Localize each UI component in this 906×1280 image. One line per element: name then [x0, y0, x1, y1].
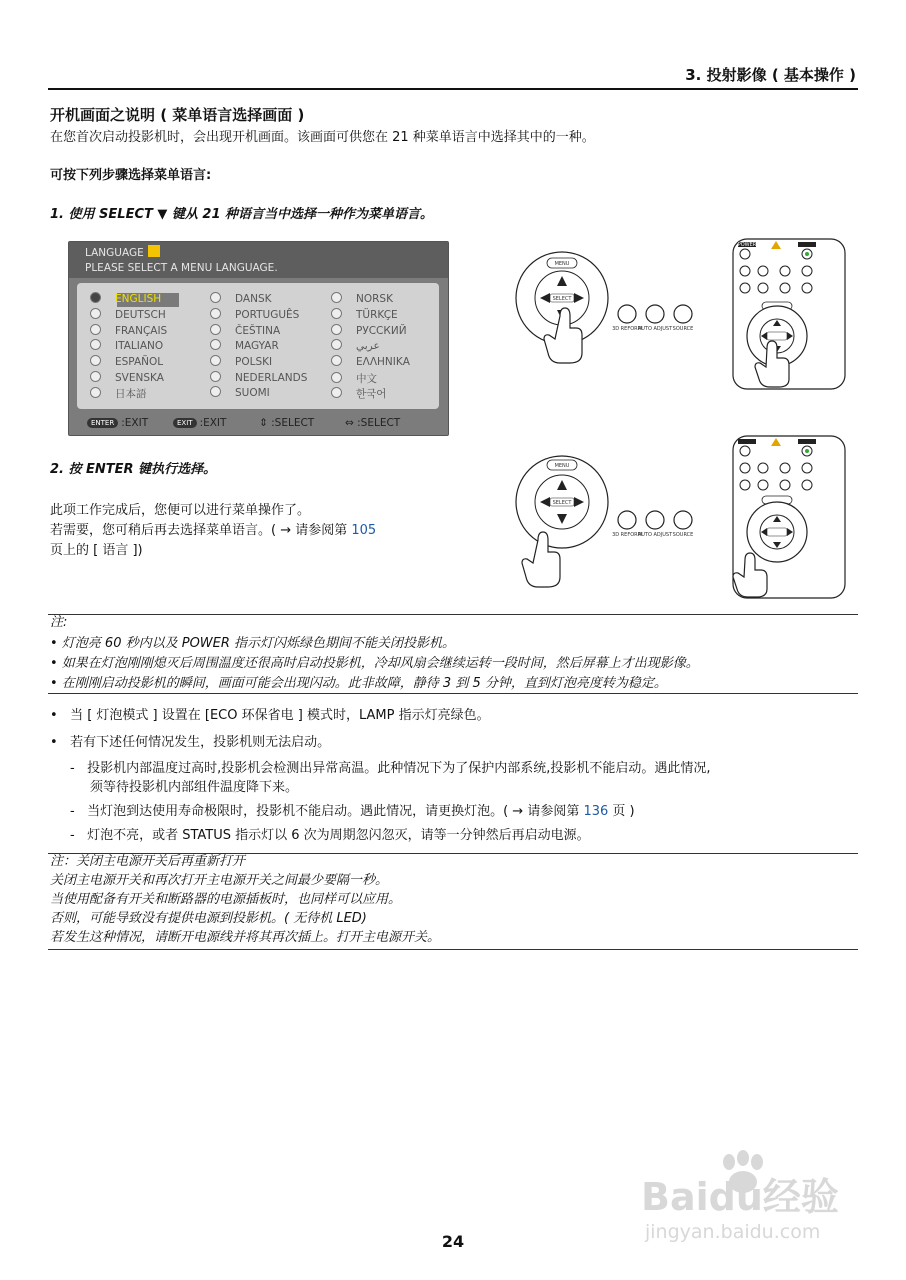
- menu-key-label: MENU: [554, 463, 570, 469]
- notes-bottom-rule: [48, 693, 858, 694]
- hand-icon: [522, 532, 560, 587]
- dash-item: - 当灯泡到达使用寿命极限时，投影机不能启动。遇此情况，请更换灯泡。( → 请参阅第 136 页 ): [70, 804, 635, 819]
- exit-key-icon: EXIT: [173, 418, 197, 428]
- language-option[interactable]: POLSKI: [210, 355, 272, 368]
- notes-top-rule: [48, 614, 858, 615]
- radio-icon: [210, 308, 221, 319]
- language-option[interactable]: 中文: [331, 371, 377, 386]
- note2-bottom-rule: [48, 949, 858, 950]
- language-option[interactable]: FRANÇAIS: [90, 324, 167, 337]
- radio-icon: [90, 292, 101, 303]
- language-option[interactable]: ČEŠTINA: [210, 324, 280, 337]
- radio-icon: [331, 292, 342, 303]
- radio-icon: [210, 324, 221, 335]
- auto-adjust-button: [646, 305, 664, 323]
- radio-icon: [90, 371, 101, 382]
- menu-prompt: PLEASE SELECT A MENU LANGUAGE.: [85, 262, 278, 274]
- control-panel-select-figure: [505, 236, 860, 391]
- radio-icon: [90, 308, 101, 319]
- page-link-136[interactable]: 136: [583, 804, 609, 819]
- dash-item: - 灯泡不亮，或者 STATUS 指示灯以 6 次为周期忽闪忽灭，请等一分钟然后再启动电源。: [70, 828, 590, 843]
- step-2: 2. 按 ENTER 键执行选择。: [50, 462, 217, 477]
- source-button: [674, 305, 692, 323]
- footer-leftright-select: ⇔ :SELECT: [345, 417, 401, 429]
- menu-header: [69, 242, 448, 278]
- dash-item: - 投影机内部温度过高时,投影机会检测出异常高温。此种情况下为了保护内部系统,投影机不能启动。遇此情况,: [70, 761, 711, 776]
- auto-label: AUTO ADJUST: [637, 532, 673, 538]
- page-link-105[interactable]: 105: [351, 523, 377, 538]
- note-item: • 在刚刚启动投影机的瞬间，画面可能会出现闪动。此非故障，静待 3 到 5 分钟，直到灯泡亮度转为稳定。: [50, 676, 667, 691]
- radio-icon: [210, 339, 221, 350]
- bullet-item: • 当 [ 灯泡模式 ] 设置在 [ECO 环保省电 ] 模式时，LAMP 指示灯亮绿色。: [50, 708, 490, 723]
- radio-icon: [331, 339, 342, 350]
- language-option[interactable]: عربي: [331, 339, 380, 352]
- note2-line: 若发生这种情况，请断开电源线并将其再次插上。打开主电源开关。: [50, 930, 441, 945]
- radio-icon: [331, 372, 342, 383]
- auto-label: AUTO ADJUST: [637, 326, 673, 332]
- language-option[interactable]: DEUTSCH: [90, 308, 166, 321]
- language-option[interactable]: MAGYAR: [210, 339, 279, 352]
- radio-icon: [210, 371, 221, 382]
- radio-icon: [90, 339, 101, 350]
- language-option[interactable]: DANSK: [210, 292, 272, 305]
- select-key-label: SELECT: [552, 500, 572, 506]
- steps-heading: 可按下列步骤选择菜单语言:: [50, 168, 212, 183]
- select-key-label: SELECT: [552, 296, 572, 302]
- watermark-url: jingyan.baidu.com: [645, 1221, 821, 1243]
- menu-footer: [69, 412, 448, 434]
- language-option[interactable]: ENGLISH: [90, 292, 161, 305]
- note2-line: 注：关闭主电源开关后再重新打开: [50, 854, 246, 869]
- language-option[interactable]: SVENSKA: [90, 371, 164, 384]
- language-option[interactable]: 日本語: [90, 386, 147, 401]
- language-option[interactable]: ESPAÑOL: [90, 355, 163, 368]
- after-text-2: 若需要，您可稍后再去选择菜单语言。( → 请参阅第 105: [50, 523, 377, 538]
- footer-enter-exit: ENTER :EXIT: [87, 417, 148, 429]
- note2-line: 当使用配备有开关和断路器的电源插板时，也同样可以应用。: [50, 892, 402, 907]
- radio-icon: [210, 386, 221, 397]
- power-label: POWER: [737, 242, 757, 248]
- radio-icon: [90, 387, 101, 398]
- note-item: • 灯泡亮 60 秒内以及 POWER 指示灯闪烁绿色期间不能关闭投影机。: [50, 636, 456, 651]
- reform-button: [618, 305, 636, 323]
- section-title: 开机画面之说明 ( 菜单语言选择画面 ): [50, 106, 305, 124]
- language-list: [77, 283, 439, 409]
- radio-icon: [331, 387, 342, 398]
- source-label: SOURCE: [672, 326, 694, 332]
- after-text-1: 此项工作完成后，您便可以进行菜单操作了。: [50, 503, 311, 518]
- radio-icon: [331, 308, 342, 319]
- header-rule: [48, 88, 858, 90]
- enter-key-icon: ENTER: [87, 418, 118, 428]
- auto-adjust-button: [646, 511, 664, 529]
- control-panel-enter-figure: [505, 432, 860, 602]
- language-menu: [68, 241, 449, 436]
- language-option[interactable]: NORSK: [331, 292, 393, 305]
- language-option[interactable]: ΕΛΛΗΝΙΚΑ: [331, 355, 410, 368]
- radio-icon: [90, 324, 101, 335]
- menu-key-label: MENU: [554, 261, 570, 267]
- language-option[interactable]: NEDERLANDS: [210, 371, 307, 384]
- dash-item-cont: 须等待投影机内部组件温度降下来。: [90, 780, 299, 795]
- menu-title-row: [85, 245, 160, 259]
- language-option[interactable]: SUOMI: [210, 386, 270, 399]
- bullet-item: • 若有下述任何情况发生，投影机则无法启动。: [50, 735, 331, 750]
- watermark-brand: Baidu经验: [641, 1175, 839, 1219]
- radio-icon: [331, 355, 342, 366]
- notes-label: 注:: [50, 615, 68, 630]
- intro-text: 在您首次启动投影机时，会出现开机画面。该画面可供您在 21 种菜单语言中选择其中的一种。: [50, 130, 595, 145]
- radio-icon: [90, 355, 101, 366]
- source-label: SOURCE: [672, 532, 694, 538]
- reform-button: [618, 511, 636, 529]
- menu-title: LANGUAGE: [85, 247, 144, 259]
- reform-label: 3D REFORM: [612, 532, 642, 538]
- language-option[interactable]: TÜRKÇE: [331, 308, 398, 321]
- note2-line: 关闭主电源开关和再次打开主电源开关之间最少要隔一秒。: [50, 873, 389, 888]
- reform-label: 3D REFORM: [612, 326, 642, 332]
- language-option[interactable]: 한국어: [331, 386, 386, 401]
- language-option[interactable]: ITALIANO: [90, 339, 163, 352]
- note-item: • 如果在灯泡刚刚熄灭后周围温度还很高时启动投影机，冷却风扇会继续运转一段时间，然后屏幕上才出现影像。: [50, 656, 699, 671]
- page-number: 24: [441, 1232, 465, 1251]
- after-text-3: 页上的 [ 语言 ]): [50, 543, 143, 558]
- language-option[interactable]: PORTUGUÊS: [210, 308, 299, 321]
- radio-icon: [331, 324, 342, 335]
- chapter-title: 3. 投射影像 ( 基本操作 ): [685, 66, 856, 84]
- source-button: [674, 511, 692, 529]
- note2-line: 否则，可能导致没有提供电源到投影机。( 无待机 LED): [50, 911, 367, 926]
- radio-icon: [210, 292, 221, 303]
- footer-updown-select: ⇕ :SELECT: [259, 417, 315, 429]
- radio-icon: [210, 355, 221, 366]
- language-option[interactable]: РУССКИЙ: [331, 324, 407, 337]
- footer-exit-exit: EXIT :EXIT: [173, 417, 226, 429]
- step-1: 1. 使用 SELECT ▼ 键从 21 种语言当中选择一种作为菜单语言。: [50, 207, 434, 222]
- flag-icon: [148, 245, 160, 257]
